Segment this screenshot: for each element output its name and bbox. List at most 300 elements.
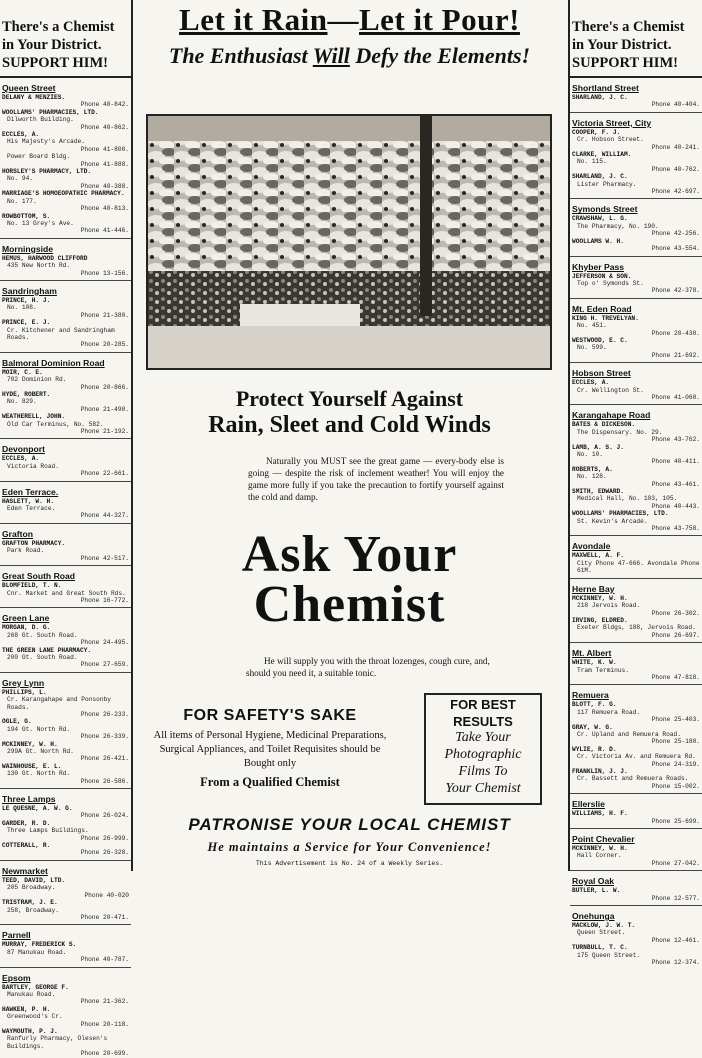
region-heading: Newmarket: [2, 865, 48, 876]
headline: [134, 2, 565, 38]
chemist-listing: [572, 810, 700, 825]
chemist-address: 194 Gt. North Rd.: [7, 725, 71, 733]
series-footnote: This Advertisement is No. 24 of a Weekly Series.: [255, 860, 444, 867]
chemist-name: MAXWELL, A. F.: [572, 552, 624, 560]
best-results-box: [424, 693, 542, 805]
region-heading: Grey Lynn: [2, 677, 45, 688]
chemist-phone: Phone 16-772.: [80, 596, 129, 604]
chemist-listing: [2, 168, 129, 190]
chemist-phone: Phone 40-241.: [651, 143, 700, 151]
chemist-name: COTTERALL, R.: [2, 842, 51, 850]
region-heading: Parnell: [2, 930, 31, 941]
chemist-phone: Phone 26-024.: [80, 812, 129, 820]
chemist-phone: Phone 26-586.: [80, 777, 129, 785]
chemist-phone: Phone 21-380.: [80, 311, 129, 319]
chemist-name: MARRIAGE'S HOMOEOPATHIC PHARMACY.: [2, 190, 125, 198]
chemist-address: Exeter Bldgs, 188, Jervois Road.: [577, 624, 696, 632]
chemist-listing: [572, 466, 700, 488]
chemist-name: WILLIAMS, H. F.: [572, 810, 628, 818]
chemist-phone: Phone 15-002.: [651, 782, 700, 790]
subhead-part-b: Defy the Elements!: [355, 43, 531, 68]
chemist-phone: Phone 47-818.: [651, 673, 700, 681]
chemist-name: ROWBOTTOM, S.: [2, 212, 51, 220]
chemist-listing: [572, 746, 700, 768]
chemist-address: 258, Broadway.: [7, 906, 59, 914]
region-divider: [570, 298, 702, 299]
chemist-address: No. 128.: [577, 473, 607, 481]
region-divider: [570, 793, 702, 794]
chemist-listing: [572, 887, 700, 902]
chemist-listing: [572, 238, 700, 253]
left-region-list: [0, 83, 131, 1058]
chemist-address: Top o' Symonds St.: [577, 279, 644, 287]
chemist-name: IRVING, ELDRED.: [572, 616, 628, 624]
chemist-listing: [572, 94, 700, 109]
chemist-address: Dilworth Building.: [7, 116, 74, 124]
chemist-phone: Phone 20-430.: [651, 329, 700, 337]
chemist-listing: [2, 718, 129, 740]
region-heading: Shortland Street: [572, 83, 639, 93]
chemist-address: Cr. Hobson Street.: [577, 136, 644, 144]
chemist-phone: Phone 43-461.: [651, 480, 700, 488]
best-line-2: Photographic: [444, 747, 522, 762]
chemist-name: KING H. TREVELYAN.: [572, 314, 639, 322]
chemist-address: 130 Gt. North Rd.: [7, 770, 71, 778]
chemist-phone: Phone 40-862.: [80, 123, 129, 131]
chemist-name: PRINCE, E. J.: [2, 319, 51, 327]
chemist-address: 218 Jervois Road.: [577, 602, 641, 610]
chemist-listing: [572, 151, 700, 173]
chemist-name: WOOLLAMS' PHARMACIES, LTD.: [2, 108, 99, 116]
region-divider: [0, 565, 131, 566]
chemist-address: 175 Queen Street.: [577, 951, 641, 959]
chemist-address: Park Road.: [7, 547, 45, 555]
protect-heading: [134, 385, 565, 439]
chemist-phone: Phone 27-042.: [651, 859, 700, 867]
region-heading: Mt. Albert: [572, 648, 612, 659]
chemist-name: WOOLLAMS W. H.: [572, 237, 624, 245]
chemist-phone: Phone 26-697.: [651, 631, 700, 639]
chemist-name: WEATHERELL, JOHN.: [2, 413, 66, 421]
chemist-name: WAINHOUSE, E. L.: [2, 762, 62, 770]
chemist-listing: [2, 297, 129, 319]
best-line-1: Take Your: [455, 730, 511, 745]
region-divider: [0, 672, 131, 673]
chemist-phone: Phone 40-762.: [651, 165, 700, 173]
chemist-address: 702 Dominion Rd.: [7, 376, 67, 384]
region-divider: [570, 642, 702, 643]
chemist-listing: [2, 1028, 129, 1058]
region-heading: Three Lamps: [2, 794, 56, 805]
chemist-phone: Phone 26-328.: [80, 849, 129, 857]
chemist-name: WYLIE, R. D.: [572, 745, 617, 753]
chemist-listing: [572, 552, 700, 574]
chemist-phone: Phone 25-699.: [651, 817, 700, 825]
chemist-name: CRAWSHAW, L. G.: [572, 215, 628, 223]
safety-block: [150, 697, 390, 790]
chemist-phone: Phone 24-495.: [80, 639, 129, 647]
region-divider: [570, 404, 702, 405]
chemist-phone: Phone 40-404.: [651, 101, 700, 109]
chemist-phone: Phone 43-762.: [651, 436, 700, 444]
chemist-listing: [2, 109, 129, 131]
subhead-will: Will: [312, 43, 350, 68]
chemist-listing: [572, 701, 700, 723]
region-divider: [570, 535, 702, 536]
chemist-address: Power Board Bldg.: [7, 153, 71, 161]
ask-your-chemist: [134, 526, 565, 633]
chemist-address: Queen Street.: [577, 929, 626, 937]
ask-line1: Ask Your: [241, 526, 458, 583]
chemist-phone: Phone 40-443.: [651, 502, 700, 510]
chemist-phone: Phone 20-118.: [80, 1020, 129, 1028]
chemist-address: No. 108.: [7, 304, 37, 312]
chemist-name: DELANY & MENZIES.: [2, 94, 66, 101]
chemist-name: MACKLOW, J. W. T.: [572, 922, 636, 930]
advertisement-main: [134, 0, 565, 871]
chemist-name: GRAY, W. G.: [572, 723, 613, 731]
chemist-address: No. 13 Grey's Ave.: [7, 219, 74, 227]
chemist-phone: Phone 21-362.: [80, 998, 129, 1006]
chemist-listing: [2, 498, 129, 520]
chemist-listing: [2, 131, 129, 153]
chemist-listing: [572, 379, 700, 401]
region-divider: [0, 280, 131, 281]
chemist-phone: Phone 40-787.: [80, 956, 129, 964]
chemist-phone: Phone 42-256.: [651, 230, 700, 238]
chemist-name: JEFFERSON & SON.: [572, 272, 632, 280]
chemist-listing: [572, 273, 700, 295]
chemist-address: Cr. Bassett and Remuera Roads.: [577, 775, 689, 783]
chemist-phone: Phone 21-490.: [80, 405, 129, 413]
chemist-listing: [2, 190, 129, 212]
right-column-header: There's a Chemist in Your District. SUPPORT HIM!: [570, 0, 702, 78]
region-heading: Onehunga: [572, 911, 615, 922]
region-divider: [0, 523, 131, 524]
chemist-address: Cr. Upland and Remuera Road.: [577, 730, 681, 738]
chemist-listing: [572, 659, 700, 681]
chemist-name: BATES & DICKESON.: [572, 421, 636, 429]
chemist-phone: Phone 26-999.: [80, 834, 129, 842]
chemist-address: Manukau Road.: [7, 990, 56, 998]
chemist-phone: Phone 41-060.: [651, 393, 700, 401]
chemist-phone: Phone 12-374.: [651, 959, 700, 967]
chemist-listing: [572, 845, 700, 867]
chemist-address: 87 Manukau Road.: [7, 948, 67, 956]
chemist-phone: Phone 41-888.: [80, 160, 129, 168]
chemist-address: The Pharmacy, No. 190.: [577, 222, 659, 230]
chemist-name: MCKINNEY, W. H.: [572, 594, 628, 602]
chemist-name: THE GREEN LANE PHARMACY.: [2, 646, 92, 654]
chemist-phone: Phone 40-020: [84, 891, 129, 899]
region-divider: [0, 238, 131, 239]
chemist-phone: Phone 41-446.: [80, 227, 129, 235]
body-paragraph-lozenges: He will supply you with the throat lozenges, cough cure, and, should you need it, a suitable tonic.: [246, 656, 490, 678]
chemist-phone: Phone 26-421.: [80, 755, 129, 763]
region-heading: Mt. Eden Road: [572, 303, 632, 314]
chemist-address: Cnr. Market and Great South Rds.: [7, 589, 126, 597]
region-heading: Green Lane: [2, 613, 50, 624]
chemist-address: The Dispensary. No. 29.: [577, 428, 663, 436]
chemist-address: 299A Gt. North Rd.: [7, 748, 74, 755]
chemist-address: No. 115.: [577, 158, 607, 166]
region-heading: Victoria Street, City: [572, 117, 652, 128]
chemist-address: Hall Corner.: [577, 852, 622, 860]
chemist-phone: Phone 21-692.: [651, 351, 700, 359]
region-divider: [0, 438, 131, 439]
chemist-listing: [572, 617, 700, 639]
chemist-name: HYDE, ROBERT.: [2, 391, 51, 398]
chemist-phone: Phone 42-697.: [651, 188, 700, 196]
chemist-address: Three Lamps Buildings.: [7, 827, 89, 835]
chemist-address: Cr. Kitchener and Sandringham Roads.: [7, 326, 115, 341]
chemist-name: TURNBULL, T. C.: [572, 944, 628, 952]
safety-title: FOR SAFETY'S SAKE: [183, 707, 357, 724]
chemist-listing: [2, 941, 129, 963]
region-heading: Khyber Pass: [572, 261, 625, 272]
subheadline: [134, 42, 565, 69]
chemist-listing: [572, 922, 700, 944]
region-heading: Morningside: [2, 243, 54, 254]
chemist-name: SHARLAND, J. C.: [572, 173, 628, 181]
chemist-name: WHITE, K. W.: [572, 659, 617, 667]
chemist-address: Lister Pharmacy.: [577, 180, 637, 188]
chemist-name: HAWKEN, P. H.: [2, 1005, 51, 1013]
region-divider: [570, 828, 702, 829]
region-heading: Symonds Street: [572, 204, 638, 215]
chemist-listing: [572, 595, 700, 617]
chemist-phone: Phone 26-339.: [80, 733, 129, 741]
chemist-address: Medical Hall, No. 103, 105.: [577, 495, 678, 503]
chemist-listing: [2, 805, 129, 820]
chemist-name: MURRAY, FREDERICK S.: [2, 941, 77, 949]
chemist-name: MOIR, C. E.: [2, 368, 43, 376]
chemist-phone: Phone 40-388.: [80, 182, 129, 190]
region-heading: Point Chevalier: [572, 834, 635, 845]
chemist-address: No. 177.: [7, 197, 37, 205]
chemist-listing: [572, 129, 700, 151]
best-line-4: Your Chemist: [445, 781, 521, 796]
chemist-name: ECCLES, A.: [572, 379, 610, 387]
chemist-listing: [2, 763, 129, 785]
left-column-header: There's a Chemist in Your District. SUPPORT HIM!: [0, 0, 131, 78]
chemist-name: WESTWOOD, E. C.: [572, 336, 628, 344]
chemist-listing: [2, 899, 129, 921]
chemist-phone: Phone 12-577.: [651, 894, 700, 902]
chemist-address: No. 829.: [7, 398, 37, 406]
chemist-name: MCKINNEY, W. H.: [2, 740, 58, 748]
chemist-name: MCKINNEY, W. H.: [572, 845, 628, 853]
chemist-listing: [2, 540, 129, 562]
chemist-listing: [2, 213, 129, 235]
protect-line2: Rain, Sleet and Cold Winds: [208, 412, 491, 438]
chemist-phone: Phone 20-699.: [80, 1050, 129, 1058]
headline-dash: —: [327, 2, 359, 37]
best-heading-2: RESULTS: [453, 714, 513, 729]
chemist-listing: [2, 255, 129, 277]
headline-part-a: Let it Rain: [179, 2, 328, 37]
region-heading: Royal Oak: [572, 876, 615, 887]
region-heading: Epsom: [2, 972, 31, 983]
chemist-name: TRISTRAM, J. E.: [2, 899, 58, 907]
chemist-name: ECCLES, A.: [2, 455, 40, 463]
chemist-address: Victoria Road.: [7, 462, 59, 470]
chemist-phone: Phone 20-285.: [80, 341, 129, 349]
chemist-listing: [2, 153, 129, 168]
chemist-name: ECCLES, A.: [2, 131, 40, 139]
best-heading-1: FOR BEST: [450, 697, 516, 712]
body-paragraph-game: Naturally you MUST see the great game — every-body else is going — despite the risk of inclement weather! You will enjoy the game more fully if you take the precaution to fortify yourself against the cold and damp.: [248, 456, 504, 502]
chemist-name: TEED, DAVID, LTD.: [2, 876, 66, 884]
region-divider: [0, 607, 131, 608]
crowd-umbrellas-photo: [146, 114, 552, 370]
chemist-phone: Phone 13-156.: [80, 269, 129, 277]
chemist-address: City Phone 47-666. Avondale Phone 61M.: [577, 559, 700, 575]
region-divider: [570, 905, 702, 906]
chemist-address: Eden Terrace.: [7, 505, 56, 513]
chemist-phone: Phone 22-661.: [80, 470, 129, 478]
chemist-name: PHILLIPS, L.: [2, 688, 47, 696]
region-heading: Ellerslie: [572, 799, 605, 810]
chemist-name: OGLE, G.: [2, 718, 32, 726]
region-divider: [570, 112, 702, 113]
chemist-name: GARDER, R. D.: [2, 819, 51, 827]
chemist-phone: Phone 43-554.: [651, 245, 700, 253]
chemist-listing: [2, 94, 129, 109]
chemist-address: No. 94.: [7, 175, 33, 183]
chemist-phone: Phone 26-233.: [80, 710, 129, 718]
chemist-listing: [2, 624, 129, 646]
chemist-listing: [572, 768, 700, 790]
region-divider: [570, 578, 702, 579]
region-heading: Karangahape Road: [572, 410, 651, 421]
region-divider: [0, 967, 131, 968]
chemist-name: MORGAN, D. G.: [2, 624, 51, 632]
chemist-name: WAYMOUTH, P. J.: [2, 1027, 58, 1035]
chemist-phone: Phone 40-813.: [80, 205, 129, 213]
protect-line1: Protect Yourself Against: [235, 386, 464, 411]
safety-close: From a Qualified Chemist: [200, 775, 340, 789]
headline-part-b: Let it Pour!: [358, 2, 520, 37]
chemist-phone: Phone 44-327.: [80, 512, 129, 520]
chemist-address: 200 Gt. South Road.: [7, 653, 78, 661]
region-heading: Herne Bay: [572, 583, 615, 594]
chemist-address: 268 Gt. South Road.: [7, 631, 78, 639]
region-divider: [570, 870, 702, 871]
chemist-listing: [2, 455, 129, 477]
chemist-listing: [2, 369, 129, 391]
chemist-phone: Phone 43-758.: [651, 525, 700, 533]
chemist-address: Cr. Victoria Av. and Remuera Rd.: [577, 753, 696, 761]
chemist-address: Cr. Karangahape and Ponsonby Roads.: [7, 696, 111, 711]
region-heading: Eden Terrace.: [2, 486, 59, 497]
chemist-name: COOPER, F. J.: [572, 128, 621, 136]
chemist-listing: [572, 944, 700, 966]
chemist-name: HEMUS, HARWOOD CLIFFORD: [2, 254, 88, 262]
chemist-listing: [2, 582, 129, 604]
chemist-listing: [572, 421, 700, 443]
right-region-list: [570, 83, 702, 967]
chemist-listing: [2, 741, 129, 763]
chemist-phone: Phone 40-842.: [80, 101, 129, 109]
chemist-name: BUTLER, L. W.: [572, 887, 621, 895]
chemist-listing: [2, 391, 129, 413]
right-chemist-directory: [568, 0, 702, 967]
chemist-phone: Phone 42-517.: [80, 554, 129, 562]
region-divider: [0, 481, 131, 482]
region-divider: [570, 256, 702, 257]
region-heading: Great South Road: [2, 571, 76, 582]
chemist-name: GRAFTON PHARMACY.: [2, 539, 66, 547]
chemist-phone: Phone 24-319.: [651, 760, 700, 768]
region-heading: Remuera: [572, 690, 609, 701]
chemist-name: HASLETT, W. H.: [2, 497, 54, 505]
chemist-listing: [2, 842, 129, 857]
chemist-name: BLOMFIELD, T. N.: [2, 582, 62, 590]
chemist-listing: [572, 173, 700, 195]
chemist-name: LE QUESNE, A. W. G.: [2, 805, 73, 813]
safety-body: All items of Personal Hygiene, Medicinal Preparations, Surgical Appliances, and Toilet Requisites should be Bought only: [153, 730, 387, 769]
chemist-phone: Phone 40-411.: [651, 458, 700, 466]
patronise-slogan: PATRONISE YOUR LOCAL CHEMIST: [188, 815, 511, 834]
subhead-part-a: The Enthusiast: [168, 43, 308, 68]
chemist-listing: [2, 1006, 129, 1028]
chemist-address: His Majesty's Arcade.: [7, 138, 85, 146]
chemist-phone: Phone 21-192.: [80, 428, 129, 436]
chemist-phone: Phone 25-403.: [651, 716, 700, 724]
region-heading: Balmoral Dominion Road: [2, 357, 105, 368]
region-divider: [570, 684, 702, 685]
chemist-address: No. 451.: [577, 322, 607, 330]
chemist-listing: [572, 337, 700, 359]
maintains-slogan: He maintains a Service for Your Convenience!: [207, 840, 492, 854]
chemist-address: Old Car Terminus, No. 582.: [7, 420, 104, 428]
chemist-address: Greenwood's Cr.: [7, 1013, 63, 1021]
best-line-3: Films To: [458, 764, 508, 779]
region-heading: Devonport: [2, 444, 45, 455]
region-heading: Sandringham: [2, 285, 57, 296]
chemist-name: SHARLAND, J. C.: [572, 94, 628, 101]
chemist-listing: [2, 984, 129, 1006]
region-divider: [570, 198, 702, 199]
chemist-name: WOOLLAMS' PHARMACIES, LTD.: [572, 510, 669, 518]
chemist-address: Cr. Wellington St.: [577, 386, 644, 394]
chemist-listing: [2, 689, 129, 719]
chemist-name: BARTLEY, GEORGE F.: [2, 983, 69, 991]
chemist-listing: [2, 877, 129, 899]
chemist-phone: Phone 27-659.: [80, 661, 129, 669]
chemist-name: BLOTT, F. G.: [572, 701, 617, 709]
chemist-address: 117 Remuera Road.: [577, 708, 641, 716]
chemist-listing: [572, 510, 700, 532]
ask-line2: Chemist: [253, 576, 446, 633]
chemist-address: 435 New North Rd.: [7, 262, 71, 270]
region-heading: Avondale: [572, 541, 611, 552]
chemist-listing: [572, 444, 700, 466]
region-heading: Hobson Street: [572, 368, 631, 379]
chemist-address: No. 599.: [577, 344, 607, 352]
region-divider: [570, 362, 702, 363]
chemist-address: Tram Terminus.: [577, 666, 629, 674]
chemist-name: LAMB, A. S. J.: [572, 443, 624, 451]
region-divider: [0, 788, 131, 789]
chemist-address: 205 Broadway.: [7, 884, 56, 892]
chemist-phone: Phone 25-180.: [651, 738, 700, 746]
left-chemist-directory: [0, 0, 133, 1058]
chemist-listing: [2, 319, 129, 349]
chemist-address: Ranfurly Pharmacy, Olesen's Buildings.: [7, 1035, 108, 1050]
region-heading: Queen Street: [2, 83, 56, 93]
